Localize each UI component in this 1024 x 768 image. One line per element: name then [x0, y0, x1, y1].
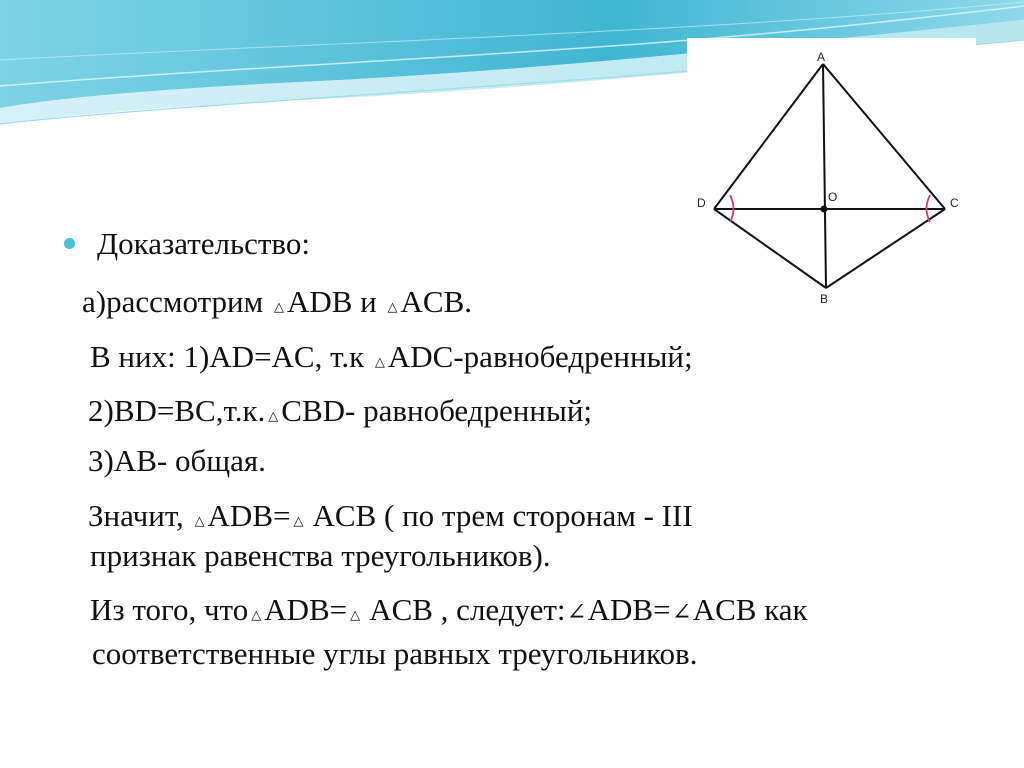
triangle-icon: △: [251, 607, 262, 622]
label-c: C: [950, 196, 959, 210]
line-7: Из того, что △ADB= △ ACB , следует:∠ADB=∠ACB как: [90, 592, 808, 634]
triangle-icon: △: [350, 607, 361, 622]
line-3: 2)BD=BC,т.к. △CBD- равнобедренный;: [88, 393, 592, 435]
geometry-figure: [687, 38, 976, 320]
triangle-icon: △: [374, 354, 385, 369]
triangle-icon: △: [194, 513, 205, 528]
line-8: соответственные углы равных треугольников.: [92, 636, 698, 671]
line-1: а)рассмотрим △ADB и △ACB.: [82, 284, 472, 326]
heading: Доказательство:: [97, 226, 310, 261]
angle-icon: ∠: [566, 600, 587, 626]
line-5: Значит, △ADB= △ ACB ( по трем сторонам - III: [88, 498, 693, 540]
label-d: D: [697, 196, 706, 210]
line-2: В них: 1)AD=AC, т.к △ADC-равнобедренный;: [90, 339, 693, 381]
line-6: признак равенства треугольников).: [90, 538, 551, 573]
triangle-icon: △: [387, 299, 398, 314]
label-o: O: [828, 190, 838, 204]
line-4: 3)AB- общая.: [88, 443, 266, 478]
angle-icon: ∠: [671, 600, 692, 626]
point-o: [821, 206, 828, 213]
segment-ac: [823, 64, 945, 209]
segment-ad: [714, 64, 823, 209]
bullet-icon: [64, 238, 75, 249]
label-b: B: [820, 292, 829, 306]
label-a: A: [817, 50, 826, 64]
triangle-icon: △: [268, 408, 279, 423]
triangle-icon: △: [293, 513, 304, 528]
triangle-icon: △: [273, 299, 284, 314]
segment-cb: [826, 209, 945, 288]
segment-ab: [823, 64, 826, 288]
